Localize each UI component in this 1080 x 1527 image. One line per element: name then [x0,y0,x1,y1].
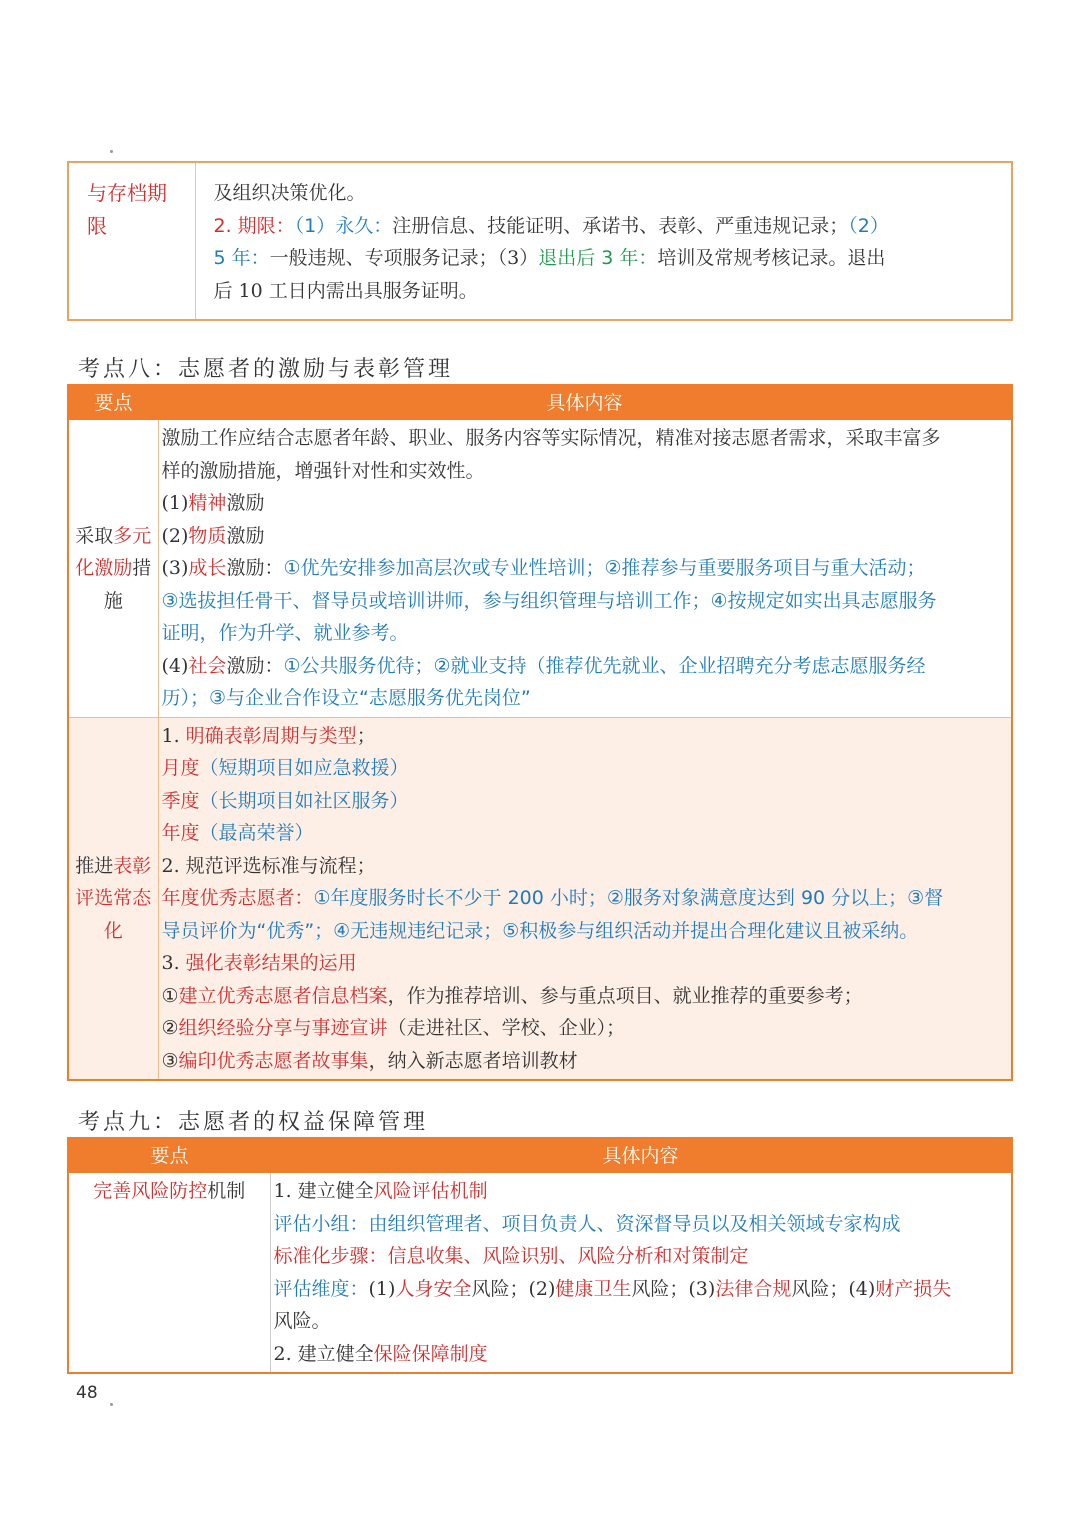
row-key-cell [68,1173,270,1373]
content-line [162,682,1010,715]
text-segment: 措 [132,557,152,579]
content-line [214,275,1006,308]
content-line [162,882,1010,915]
text-segment: 1. [161,724,186,747]
text-segment: 表彰 [113,854,152,877]
rights-table [67,1137,1013,1374]
content-line [162,585,1010,618]
text-segment: 证明，作为升学、就业参考。 [161,622,409,644]
text-segment: 风险；(3) [631,1277,716,1300]
row-key-cell [68,717,158,1080]
text-segment: ③选拔担任骨干、督导员或培训讲师，参与组织管理与培训工作；④按规定如实出具志愿服务 [161,589,937,612]
table-row [68,420,1012,717]
text-segment: （最高荣誉） [199,822,314,844]
table-header-row [68,1138,1012,1173]
content-line [274,1305,1010,1338]
text-segment: 明确表彰周期与类型 [185,724,357,747]
text-segment: ① [161,984,179,1007]
text-segment: 机制 [207,1180,246,1202]
row-content-cell [270,1173,1012,1373]
text-segment: ② [161,1017,179,1039]
content-line [69,520,158,553]
text-segment: 多元 [113,524,152,547]
text-segment: ①公共服务优待；②就业支持（推荐优先就业、企业招聘充分考虑志愿服务经 [283,654,926,677]
text-segment: (3) [161,557,189,579]
storage-period-table [67,161,1013,321]
text-segment: 激励 [226,492,265,514]
text-segment: 成长 [188,557,227,579]
content-line [214,242,1006,275]
content-line [69,552,158,585]
incentive-table [67,384,1013,1081]
text-segment: 信息收集、风险识别、风险分析和对策制定 [387,1245,749,1267]
text-segment: 法律合规 [715,1277,792,1300]
content-line [162,520,1010,553]
header-content: 具体内容 [158,385,1012,420]
content-line [162,850,1010,883]
text-segment: 激励 [226,524,265,547]
text-segment: 社会 [188,654,227,677]
text-segment: 物质 [188,524,227,547]
text-segment: 标准化步骤： [273,1245,388,1267]
text-segment: 完善风险防控 [93,1180,208,1202]
content-line [69,915,158,948]
text-segment: 2. 建立健全 [273,1342,374,1365]
table-key-cell [68,162,195,320]
text-segment: 评选常态 [75,887,152,909]
text-segment: 化激励 [75,557,133,579]
content-line [162,915,1010,948]
content-line [162,980,1010,1013]
text-segment: ，纳入新志愿者培训教材 [368,1049,578,1072]
row-content-cell [158,717,1012,1080]
text-segment: 精神 [188,492,227,514]
table-header-row [68,385,1012,420]
text-segment: 年度 [161,822,200,844]
content-line [162,650,1010,683]
text-segment: 样的激励措施，增强针对性和实效性。 [161,459,485,482]
text-segment: 建立优秀志愿者信息档案 [178,984,388,1007]
text-segment: 2. 规范评选标准与流程； [161,854,376,877]
content-line [162,1045,1010,1078]
text-segment: 评估小组： [273,1212,369,1235]
key-line: 限 [87,214,107,238]
text-segment: (2) [161,524,189,547]
content-line [69,850,158,883]
content-line [162,720,1010,753]
text-segment: (1) [368,1277,396,1300]
text-segment: 月度 [161,757,200,779]
text-segment: 强化表彰结果的运用 [185,952,357,974]
text-segment: 培训及常规考核记录。退出 [657,247,886,269]
content-line [162,552,1010,585]
text-segment: 历）；③与企业合作设立“志愿服务优先岗位” [161,687,531,709]
text-segment: （走进社区、学校、企业）； [387,1017,626,1039]
table-row [68,1173,1012,1373]
text-segment: ； [356,724,376,747]
header-content: 具体内容 [270,1138,1012,1173]
text-segment: 组织经验分享与事迹宣讲 [178,1017,388,1039]
text-segment: ①年度服务时长不少于 200 小时；②服务对象满意度达到 90 分以上；③督 [313,887,944,909]
text-segment: (4) [161,654,189,677]
content-line [274,1273,1010,1306]
section-title-8: 考点八：志愿者的激励与表彰管理 [78,357,454,382]
text-segment: 人身安全 [395,1277,472,1300]
content-line [162,785,1010,818]
text-segment: 退出后 3 年： [538,247,658,269]
text-segment: 5 年： [213,247,270,269]
content-line [69,585,158,618]
text-segment: 化 [103,919,123,942]
text-segment: 2. 期限： [213,214,295,237]
text-segment: 导员评价为“优秀”；④无违规违纪记录；⑤积极参与组织活动并提出合理化建议且被采纳。 [161,919,919,942]
text-segment: 及组织决策优化。 [213,182,366,204]
text-segment: 风险；(4) [791,1277,876,1300]
text-segment: 1. 建立健全 [273,1180,374,1202]
content-line [274,1338,1010,1371]
text-segment: 风险评估机制 [373,1180,488,1202]
text-segment: 季度 [161,789,200,812]
row-key-cell [68,420,158,717]
content-line [162,487,1010,520]
content-line [162,947,1010,980]
text-segment: （短期项目如应急救援） [199,757,409,779]
text-segment: 保险保障制度 [373,1342,488,1365]
page-number: 48 [76,1383,98,1403]
content-line [162,422,1010,455]
text-segment: 激励： [226,654,284,677]
content-line [274,1175,1010,1208]
content-line [69,882,158,915]
content-line [162,1012,1010,1045]
content-line [162,817,1010,850]
text-segment: （1）永久： [294,214,393,237]
content-line [162,617,1010,650]
text-segment: 后 10 工日内需出具服务证明。 [213,279,478,302]
text-segment: 采取 [75,524,114,547]
text-segment: 推进 [75,854,114,877]
table-row [68,717,1012,1080]
text-segment: ③ [161,1049,179,1072]
text-segment: 评估维度： [273,1277,369,1300]
header-key: 要点 [68,1138,270,1173]
text-segment: 年度优秀志愿者： [161,887,314,909]
text-segment: （2） [848,214,889,237]
text-segment: ，作为推荐培训、参与重点项目、就业推荐的重要参考； [387,984,863,1007]
page-dot [110,150,113,153]
content-line [274,1208,1010,1241]
text-segment: 财产损失 [875,1277,952,1300]
content-line [274,1240,1010,1273]
text-segment: 施 [103,589,123,612]
text-segment: 激励工作应结合志愿者年龄、职业、服务内容等实际情况，精准对接志愿者需求，采取丰富多 [161,427,941,449]
text-segment: 风险。 [273,1310,331,1332]
content-line [162,752,1010,785]
text-segment: 注册信息、技能证明、承诺书、表彰、严重违规记录； [392,214,849,237]
text-segment: （长期项目如社区服务） [199,789,409,812]
text-segment: 激励： [226,557,284,579]
content-line [214,177,1006,210]
table-content-cell [195,162,1012,320]
text-segment: 3. [161,952,186,974]
row-content-cell [158,420,1012,717]
content-line [214,210,1006,243]
text-segment: 一般违规、专项服务记录；（3） [269,247,539,269]
text-segment: ①优先安排参加高层次或专业性培训；②推荐参与重要服务项目与重大活动； [283,557,926,579]
content-line [69,1175,270,1208]
key-line: 与存档期 [87,181,167,205]
text-segment: 由组织管理者、项目负责人、资深督导员以及相关领域专家构成 [368,1212,901,1235]
text-segment: 风险；(2) [471,1277,556,1300]
section-title-9: 考点九：志愿者的权益保障管理 [78,1110,429,1135]
text-segment: 健康卫生 [555,1277,632,1300]
text-segment: 编印优秀志愿者故事集 [178,1049,369,1072]
text-segment: (1) [161,492,189,514]
header-key: 要点 [68,385,158,420]
content-line [162,455,1010,488]
page-dot [110,1403,113,1406]
